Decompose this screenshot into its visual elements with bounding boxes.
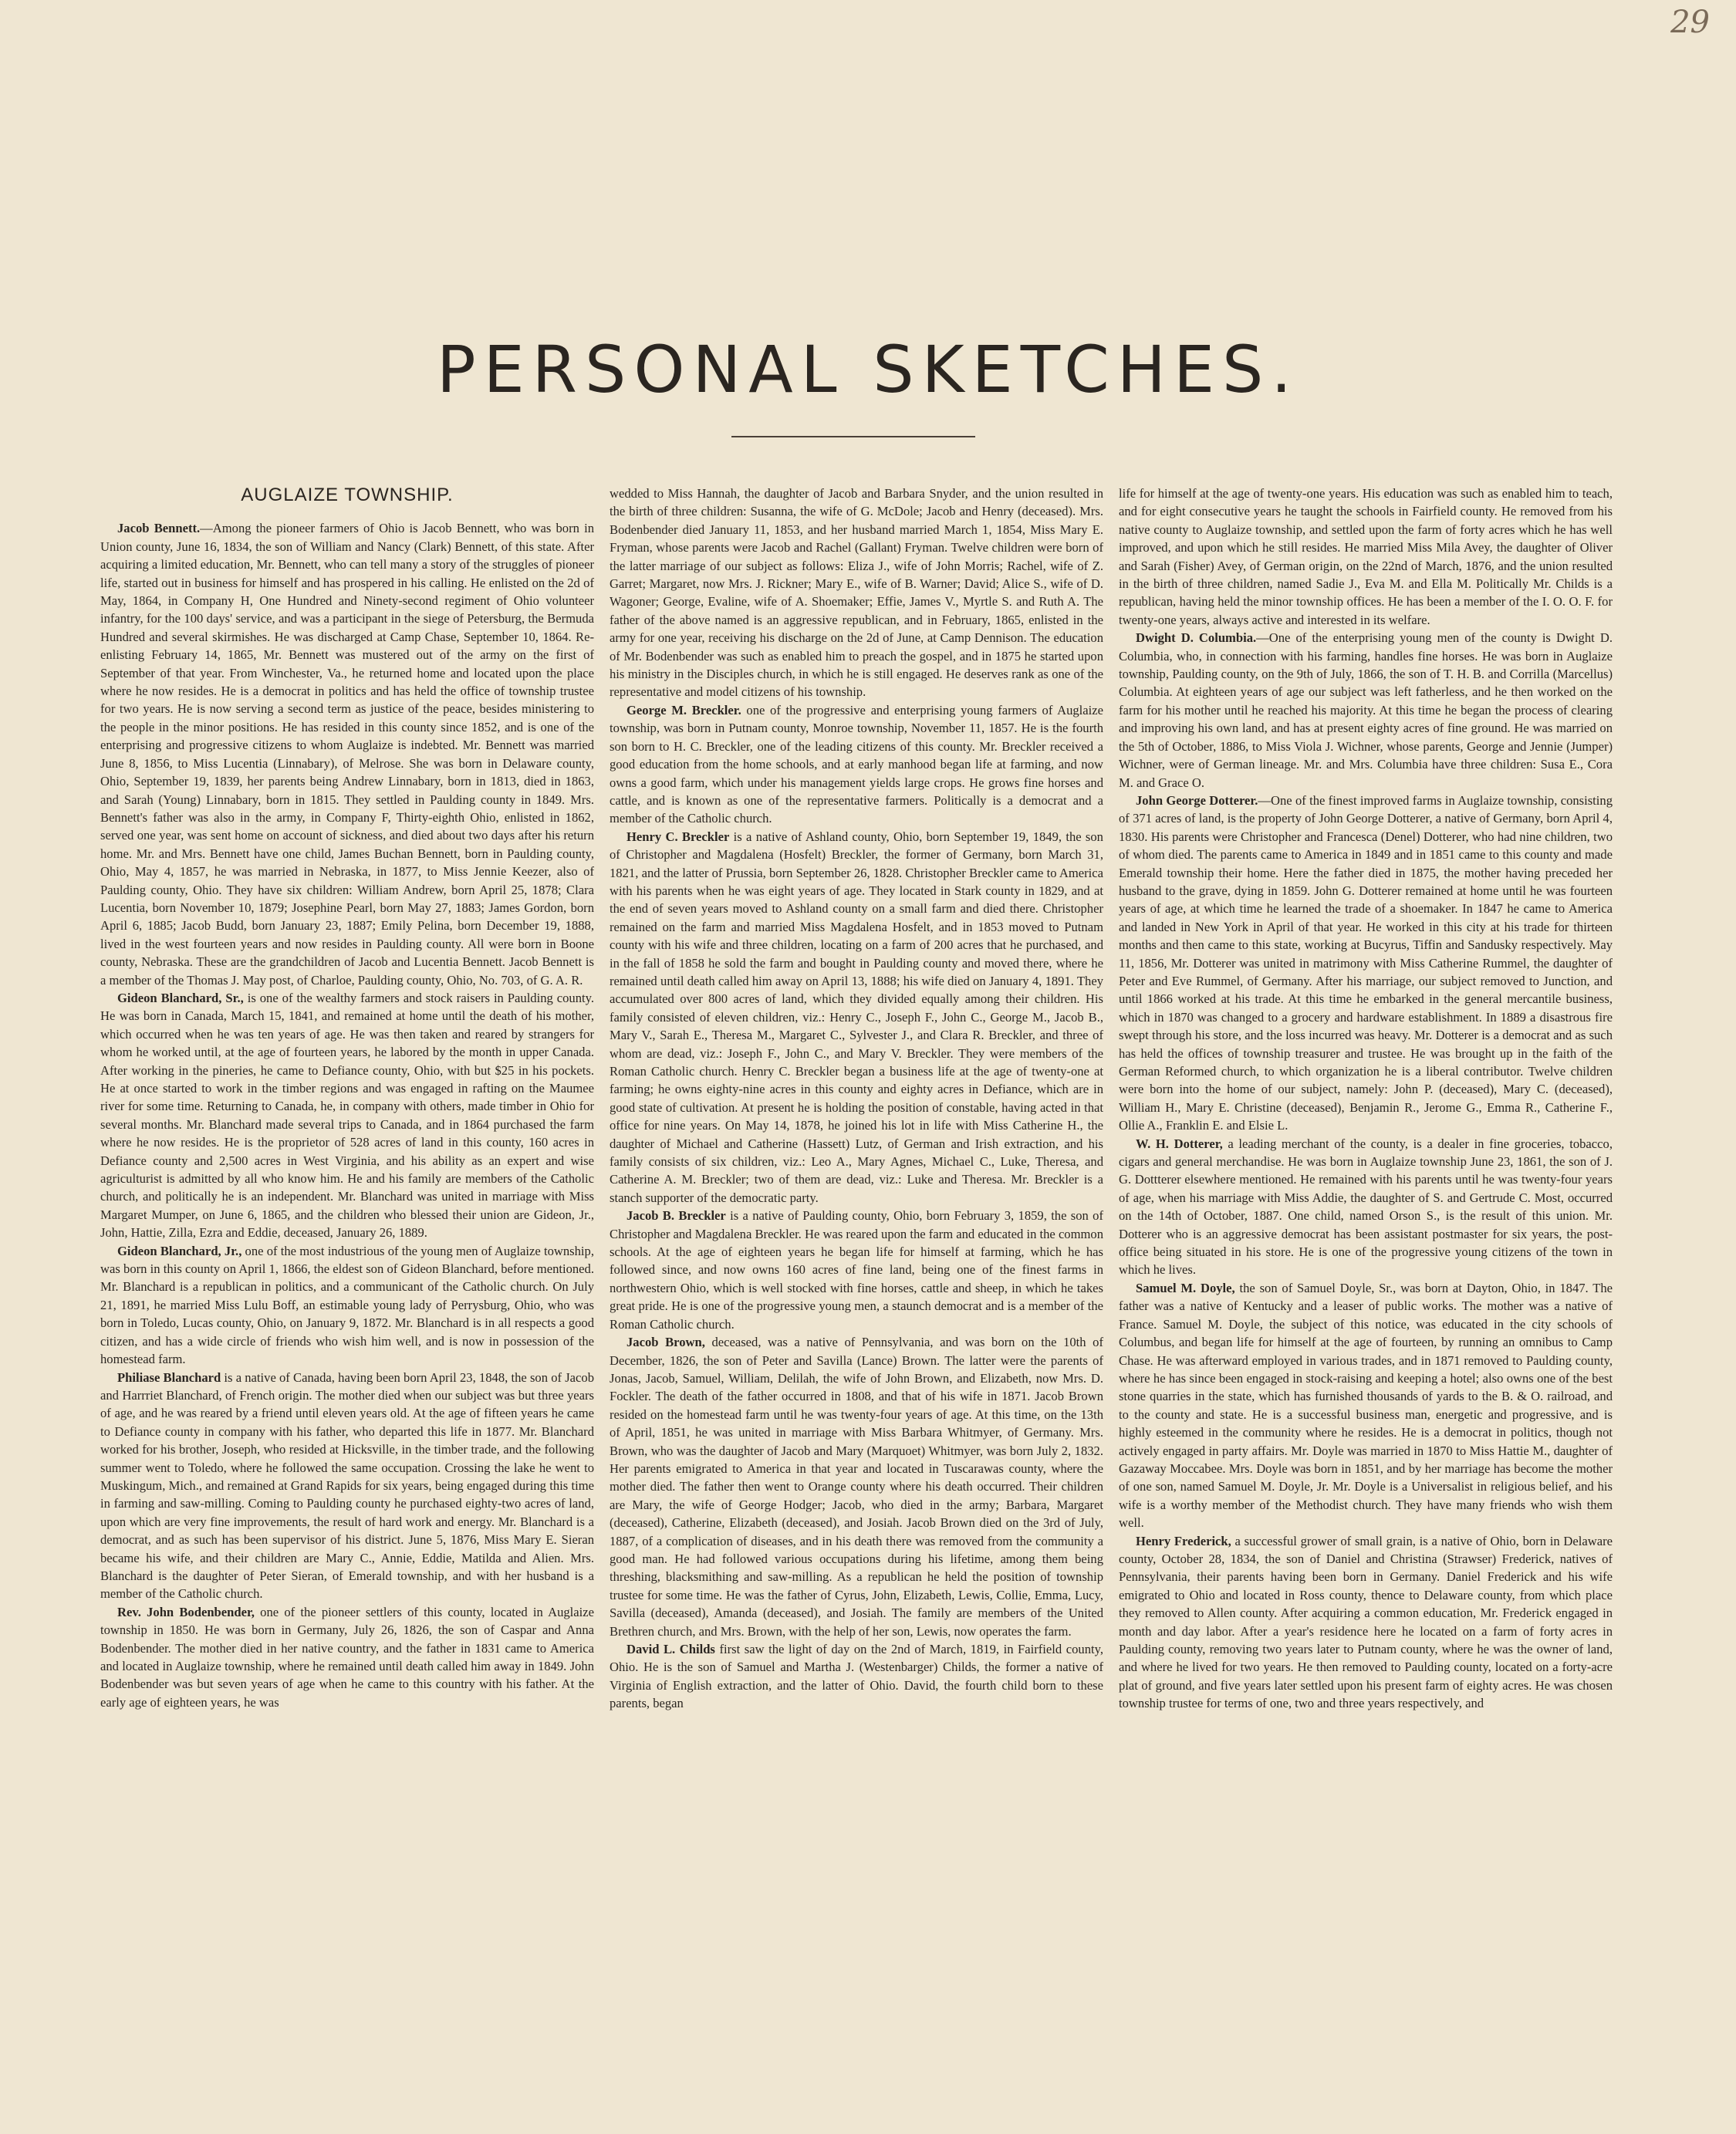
sketch-text: deceased, was a native of Pennsylvania, and was born on the 10th of December, 1826, the son of Peter and Savilla (Lance) Brown. The latter were the parents of Jonas, Jacob, Samuel, William, Delilah, the wife of John Brown, and Elizabeth, now Mrs. D. Fockler. The death of the father occurred in 1808, and that of his wife in 1871. Jacob Brown resided on the homestead farm until he was twenty-four years of age. At this time, on the 13th of April, 1851, he was united in marriage with Miss Barbara Whitmyer, of Germany. Mrs. Brown, who was the daughter of Jacob and Mary (Marquoet) Whitmyer, was born July 2, 1832. Her parents emigrated to America in that year and located in Tuscarawas county, where the mother died. The father then went to Orange county where his death occurred. Their children are Mary, the wife of George Hodger; Jacob, who died in the army; Barbara, Margaret (deceased), Catherine, Elizabeth (deceased), and Josiah. Jacob Brown died on the 3rd of July, 1887, of a complication of diseases, and in his death there was removed from the community a good man. He had followed various occupations during his lifetime, among them being threshing, blacksmithing and saw-milling. As a republican he held the position of township trustee for some time. He was the father of Cyrus, John, Elizabeth, Lewis, Collie, Emma, Lucy, Savilla (deceased), Amanda (deceased), and Josiah. The family are members of the United Brethren church, and Mrs. Brown, with the help of her son, Lewis, now operates the farm. xyxy=(610,1335,1103,1639)
column-1 xyxy=(100,485,594,2043)
sketch-name: Jacob Brown, xyxy=(627,1335,705,1350)
page-title: PERSONAL SKETCHES. xyxy=(436,332,1300,407)
sketch-john-bodenbender xyxy=(100,1603,594,1711)
sketch-text: a successful grower of small grain, is a native of Ohio, born in Delaware county, October 28, 1834, the son of Daniel and Christina (Strawser) Frederick, natives of Pennsylvania, their parents having been born in Germany. Daniel Frederick and his wife emigrated to Ohio and located in Ross county, thence to Delaware county, from which place they removed to Allen county. After acquiring a common education, Mr. Frederick engaged in month and day labor. After a year's residence here he located on a farm of forty acres in Paulding county, removing two years later to Putnam county, where he was the owner of land, and where he lived for two years. He then removed to Paulding county, located on a forty-acre plat of ground, and five years later settled upon his present farm of eighty acres. He was chosen township trustee for terms of one, two and three years respectively, and xyxy=(1119,1533,1613,1711)
sketch-text: —One of the enterprising young men of the county is Dwight D. Columbia, who, in connection with his farming, handles fine horses. He was born in Auglaize township, Paulding county, on the 9th of July, 1866, the son of T. H. B. and Corrilla (Marcellus) Columbia. At eighteen years of age our subject was left fatherless, and he then worked on the farm for his mother until he reached his majority. At this time he began the process of clearing and improving his own land, and has at present eighty acres of fine ground. He was married on the 5th of October, 1886, to Miss Viola J. Wichner, whose parents, George and Jennie (Jumper) Wichner, were of German lineage. Mr. and Mrs. Columbia have three children: Susa E., Cora M. and Grace O. xyxy=(1119,630,1613,790)
sketch-name: Dwight D. Columbia. xyxy=(1136,630,1257,646)
sketch-henry-frederick xyxy=(1119,1532,1613,1713)
sketch-text: is a native of Canada, having been born April 23, 1848, the son of Jacob and Harrriet Blanchard, of French origin. The mother died when our subject was but three years of age, and he was reared by a friend until eleven years old. At the age of fifteen years he came to Defiance county in company with his father, who departed this life in 1877. Mr. Blanchard worked for his brother, Joseph, who resided at Hicksville, in the timber trade, and the following summer went to Toledo, where he followed the same occupation. Crossing the lake he went to Muskingum, Mich., and remained at Grand Rapids for six years, being engaged during this time in farming and saw-milling. Coming to Paulding county he purchased eighty-two acres of land, upon which are very fine improvements, the result of hard work and energy. Mr. Blanchard is a democrat, and as such has been supervisor of his district. June 5, 1876, Miss Mary E. Sieran became his wife, and their children are Mary C., Annie, Eddie, Matilda and Alien. Mrs. Blanchard is the daughter of Peter Sieran, of Emerald township, and with her husband is a member of the Catholic church. xyxy=(100,1369,594,1602)
sketch-name: W. H. Dotterer, xyxy=(1136,1136,1223,1151)
sketch-wh-dotterer xyxy=(1119,1135,1613,1279)
sketch-name: Jacob Bennett. xyxy=(117,521,201,536)
page-number: 29 xyxy=(1670,5,1710,40)
sketch-text: is a native of Ashland county, Ohio, born September 19, 1849, the son of Christopher and Magdalena (Hosfelt) Breckler, the former of Germany, born March 31, 1821, and the latter of Prussia, born September 26, 1828. Christopher Breckler came to America with his parents when he was eight years of age. They located in Stark county in 1829, and at the end of seven years moved to Ashland county on a small farm and died there. Christopher remained on the farm and married Miss Magdalena Hosfelt, and in 1853 moved to Putnam county with his wife and three children, locating on a farm of 200 acres that he purchased, and in the fall of 1858 he sold the farm and bought in Paulding county and moved there, where he remained until death called him away on April 13, 1888; his wife died on January 4, 1891. They accumulated over 800 acres of land, which they divided equally among their children. His family consisted of eleven children, viz.: Henry C., Joseph F., John C., George M., Jacob B., Mary V., Sarah E., Theresa M., Margaret C., Sylvester J., and Clara R. Breckler, and three of whom are dead, viz.: Joseph F., John C., and Mary V. Breckler. They were members of the Roman Catholic church. Henry C. Breckler began a business life at the age of twenty-one at farming; he owns eighty-nine acres in this county and eighty acres in Defiance, which are in good state of cultivation. At present he is holding the position of constable, having acted in that office for nine years. On May 14, 1878, he joined his lot in life with Miss Catherine H., the daughter of Michael and Catherine (Hassett) Lutz, of German and Irish extraction, and his family consists of six children, viz.: Leo A., Mary Agnes, Michael C., Luke, Theresa, and Catherine A. M. Breckler; two of them are dead, viz.: Luke and Theresa. Mr. Breckler is a stanch supporter of the democratic party. xyxy=(610,829,1103,1205)
sketch-name: George M. Breckler. xyxy=(627,702,741,718)
sketch-gideon-blanchard-jr xyxy=(100,1242,594,1369)
sketch-name: David L. Childs xyxy=(627,1642,715,1656)
sketch-text: one of the most industrious of the young men of Auglaize township, was born in this county on April 1, 1866, the eldest son of Gideon Blanchard, before mentioned. Mr. Blanchard is a republican in politics, and a communicant of the Catholic church. On July 21, 1891, he married Miss Lulu Boff, an estimable young lady of Perrysburg, Ohio, who was born in Toledo, Lucas county, Ohio, on January 9, 1872. Mr. Blanchard is in all respects a good citizen, and has a wide circle of friends who wish him well, and is now in possession of the homestead farm. xyxy=(100,1243,594,1367)
sketch-name: Jacob B. Breckler xyxy=(627,1208,726,1224)
sketch-name: Samuel M. Doyle, xyxy=(1136,1280,1235,1295)
column-2 xyxy=(610,485,1103,2043)
sketch-name: Henry Frederick, xyxy=(1136,1533,1231,1548)
sketch-henry-breckler xyxy=(610,828,1103,1207)
sketch-david-childs xyxy=(610,1640,1103,1713)
sketch-name: Gideon Blanchard, Sr., xyxy=(117,990,244,1005)
sketch-jacob-bennett xyxy=(100,519,594,989)
title-divider xyxy=(731,436,975,437)
sketch-john-george-dotterer xyxy=(1119,792,1613,1135)
sketch-dwight-columbia xyxy=(1119,629,1613,792)
sketch-samuel-doyle xyxy=(1119,1279,1613,1532)
sketch-text: is a native of Paulding county, Ohio, born February 3, 1859, the son of Christopher and Magdalena Breckler. He was reared upon the farm and educated in the common schools. At the age of eighteen years he began life for himself at farming, which he has followed since, and now owns 160 acres of fine land, being one of the finest farms in northwestern Ohio, which is well stocked with fine horses, cattle and sheep, in which he takes great pride. He is one of the progressive young men, a staunch democrat and is a member of the Roman Catholic church. xyxy=(610,1208,1103,1332)
sketch-text: first saw the light of day on the 2nd of March, 1819, in Fairfield county, Ohio. He is the son of Samuel and Martha J. (Westenbarger) Childs, the former a native of Virginia of English extraction, and the latter of Ohio. David, the fourth child born to these parents, began xyxy=(610,1642,1103,1711)
sketch-text: —Among the pioneer farmers of Ohio is Jacob Bennett, who was born in Union county, June 16, 1834, the son of William and Nancy (Clark) Bennett, of this state. After acquiring a limited education, Mr. Bennett, who can tell many a story of the struggles of pioneer life, started out in business for himself and has prospered in his calling. He enlisted on the 2d of May, 1864, in Company H, One Hundred and Ninety-second regiment of Ohio volunteer infantry, for the 100 days' service, and was a participant in the siege of Petersburg, the Bermuda Hundred and several skirmishes. He was discharged at Camp Chase, September 10, 1864. Re-enlisting February 14, 1865, Mr. Bennett was mustered out of the army on the first of September of that year. From Winchester, Va., he returned home and located upon the place where he now resides. He is a democrat in politics and has held the office of township trustee for two years. He is now serving a second term as justice of the peace, besides ministering to the people in the minor positions. He has resided in this county since 1852, and is one of the enterprising and progressive citizens to whom Auglaize is indebted. Mr. Bennett was married June 8, 1856, to Miss Lucentia (Linnabary), of Melrose. She was born in Delaware county, Ohio, September 19, 1839, her parents being Andrew Linnabary, born in 1813, died in 1863, and Sarah (Young) Linnabary, born in 1815. They settled in Paulding county in 1849. Mrs. Bennett's father was also in the army, in Company F, Thirty-eighth Ohio, enlisted in 1862, served one year, was sent home on account of sickness, and died about two days after his return home. Mr. and Mrs. Bennett have one child, James Buchan Bennett, born in Paulding county, Ohio, May 4, 1857, he was married in Nebraska, in 1877, to Miss Jennie Keezer, also of Paulding county, Ohio. They have six children: William Andrew, born April 25, 1878; Clara Lucentia, born November 10, 1879; Josephine Pearl, born May 27, 1883; James Gordon, born April 6, 1885; Jacob Budd, born January 23, 1887; Emily Pelina, born December 19, 1888, lived in the west fourteen years and now resides in Paulding county. All were born in Boone county, Nebraska. These are the grandchildren of Jacob and Lucentia Bennett. Jacob Bennett is a member of the Thomas J. May post, of Charloe, Paulding county, Ohio, No. 703, of G. A. R. xyxy=(100,521,594,988)
sketch-name: Gideon Blanchard, Jr., xyxy=(117,1243,242,1258)
sketch-continued xyxy=(610,485,1103,701)
sketch-continued xyxy=(1119,485,1613,629)
sketch-george-breckler xyxy=(610,701,1103,828)
sketch-name: Philiase Blanchard xyxy=(117,1369,221,1385)
sketch-text: one of the pioneer settlers of this county, located in Auglaize township in 1850. He was born in Germany, July 26, 1826, the son of Caspar and Anna Bodenbender. The mother died in her native country, and the father in 1831 came to America and located in Auglaize township, where he remained until death called him away in 1849. John Bodenbender was but seven years of age when he came to this country with his father. At the early age of eighteen years, he was xyxy=(100,1604,594,1710)
column-3 xyxy=(1119,485,1613,2043)
sketch-text: —One of the finest improved farms in Auglaize township, consisting of 371 acres of land, is the property of John George Dotterer, a native of Germany, born April 4, 1830. His parents were Christopher and Francesca (Denel) Dotterer, who had nine children, two of whom died. The parents came to America in 1849 and in 1851 came to this county and made Emerald township their home. Here the father died in 1875, the mother having preceded her husband to the grave, dying in 1859. John G. Dotterer remained at home until he was fourteen years of age, at which time he learned the trade of a shoemaker. In 1847 he came to America and landed in New York in April of that year. He worked in this city at his trade for thirteen months and then came to this state, working at Bucyrus, Tiffin and Sandusky respectively. May 11, 1856, Mr. Dotterer was united in matrimony with Miss Catherine Rummel, the daughter of Peter and Eve Rummel, of Germany. After his marriage, our subject removed to Junction, and until 1866 worked at his trade. At this time he embarked in the general mercantile business, which in 1870 was changed to a grocery and hardware establishment. In 1889 a disastrous fire swept through his store, and the loss incurred was heavy. Mr. Dotterer is a democrat and as such has held the offices of township treasurer and trustee. He was brought up in the faith of the German Reformed church, to which organization he is a liberal contributor. Twelve children were born into the home of our subject, namely: John P. (deceased), Mary C. (deceased), William H., Mary E. Christine (deceased), Benjamin R., Jerome G., Emma R., Catherine F., Ollie A., Franklin E. and Elsie L. xyxy=(1119,792,1613,1133)
sketch-name: John George Dotterer. xyxy=(1136,792,1258,808)
sketch-gideon-blanchard-sr xyxy=(100,989,594,1242)
sketch-text: life for himself at the age of twenty-one years. His education was such as enabled him to teach, and for eight consecutive years he taught the schools in Fairfield county. He removed from his native county to Auglaize township, and settled upon the farm of forty acres which he has well improved, and upon which he still resides. He married Miss Mila Avey, the daughter of Oliver and Sarah (Fisher) Avey, of German origin, on the 22nd of March, 1876, and the union resulted in the birth of three children, named Sadie J., Eva M. and Ella M. Politically Mr. Childs is a republican, having held the minor township offices. He has been a member of the I. O. O. F. for twenty-one years, always active and interested in its welfare. xyxy=(1119,486,1613,627)
sketch-text: is one of the wealthy farmers and stock raisers in Paulding county. He was born in Canada, March 15, 1841, and remained at home until the death of his mother, which occurred when he was ten years of age. He was then taken and reared by strangers for whom he worked until, at the age of fourteen years, he labored by the month in upper Canada. After working in the pineries, he came to Defiance county, Ohio, with but $25 in his pockets. He at once started to work in the timber regions and was engaged in rafting on the Maumee river for some time. Returning to Canada, he, in company with others, made timber in Ohio for several months. Mr. Blanchard made several trips to Canada, and in 1864 purchased the farm where he now resides. He is the proprietor of 528 acres of land in this county, 160 acres in Defiance county and 2,500 acres in West Virginia, and his ability as an expert and wise agriculturist is admitted by all who know him. He and his family are members of the Catholic church, and politically he is an independent. Mr. Blanchard was united in marriage with Miss Margaret Mumper, on June 6, 1865, and the children who blessed their union are Gideon, Jr., John, Hattie, Zilla, Ezra and Eddie, deceased, January 26, 1889. xyxy=(100,990,594,1241)
sketch-text: wedded to Miss Hannah, the daughter of Jacob and Barbara Snyder, and the union resulted in the birth of three children: Susanna, the wife of G. McDole; Jacob and Henry (deceased). Mrs. Bodenbender died January 11, 1853, and her husband married March 1, 1854, Miss Mary E. Fryman, whose parents were Jacob and Rachel (Gallant) Fryman. Twelve children were born of the latter marriage of our subject as follows: Eliza J., wife of John Morris; Rachel, wife of Z. Garret; Margaret, now Mrs. J. Rickner; Mary E., wife of B. Warner; David; Alice S., wife of D. Wagoner; George, Evaline, wife of A. Shoemaker; Effie, James V., Myrtle S. and Ruth A. The father of the above named is an aggressive republican, and in February, 1865, enlisted in the army for one year, receiving his discharge on the 2d of June, at Camp Dennison. The education of Mr. Bodenbender was such as enabled him to preach the gospel, and in 1875 he started upon his ministry in the Disciples church, in which he is still engaged. He deserves rank as one of the representative and model citizens of his township. xyxy=(610,486,1103,700)
sketch-name: Rev. John Bodenbender, xyxy=(117,1604,255,1619)
sketch-text: the son of Samuel Doyle, Sr., was born at Dayton, Ohio, in 1847. The father was a native of Kentucky and a leaser of public works. The mother was a native of France. Samuel M. Doyle, the subject of this notice, was educated in the city schools of Columbus, and began life for himself at the age of fourteen, by running an omnibus to Camp Chase. He was afterward employed in various trades, and in 1871 removed to Paulding county, where he has since been engaged in stock-raising and keeping a hotel; also owns one of the best stone quarries in the state, which has furnished thousands of yards to the B. & O. railroad, and to the county and state. He is a successful business man, energetic and progressive, and is highly esteemed in the community where he resides. He is a democrat in politics, though not actively engaged in party affairs. Mr. Doyle was married in 1870 to Miss Hattie M., daughter of Gazaway Moccabee. Mrs. Doyle was born in 1851, and by her marriage has become the mother of one son, named Samuel M. Doyle, Jr. Mr. Doyle is a Universalist in religious belief, and his wife is a worthy member of the Methodist church. They have many friends who wish them well. xyxy=(1119,1280,1613,1531)
sketch-text: one of the progressive and enterprising young farmers of Auglaize township, was born in Putnam county, Monroe township, November 11, 1857. He is the fourth son born to H. C. Breckler, one of the leading citizens of this county. Mr. Breckler received a good education from the home schools, and at early manhood began life at farming, and now owns a good farm, which under his management yields large crops. He grows fine horses and cattle, and is known as one of the representative farmers. Politically is a democrat and a member of the Catholic church. xyxy=(610,702,1103,826)
sketch-philiase-blanchard xyxy=(100,1369,594,1603)
sketch-jacob-brown xyxy=(610,1333,1103,1640)
section-heading: AUGLAIZE TOWNSHIP. xyxy=(241,485,454,505)
sketch-text: a leading merchant of the county, is a dealer in fine groceries, tobacco, cigars and general merchandise. He was born in Auglaize township June 23, 1861, the son of J. G. Dottterer elsewhere mentioned. He remained with his parents until he was twenty-four years of age, when his marriage with Miss Addie, the daughter of S. and Gertrude C. Most, occurred on the 14th of October, 1887. One child, named Orson S., is the result of this union. Mr. Dotterer who is an aggressive democrat has been assistant postmaster for six years, the post-office being situated in his store. He is one of the progressive young citizens of the town in which he lives. xyxy=(1119,1136,1613,1278)
sketch-name: Henry C. Breckler xyxy=(627,829,730,844)
sketch-jacob-breckler xyxy=(610,1207,1103,1333)
